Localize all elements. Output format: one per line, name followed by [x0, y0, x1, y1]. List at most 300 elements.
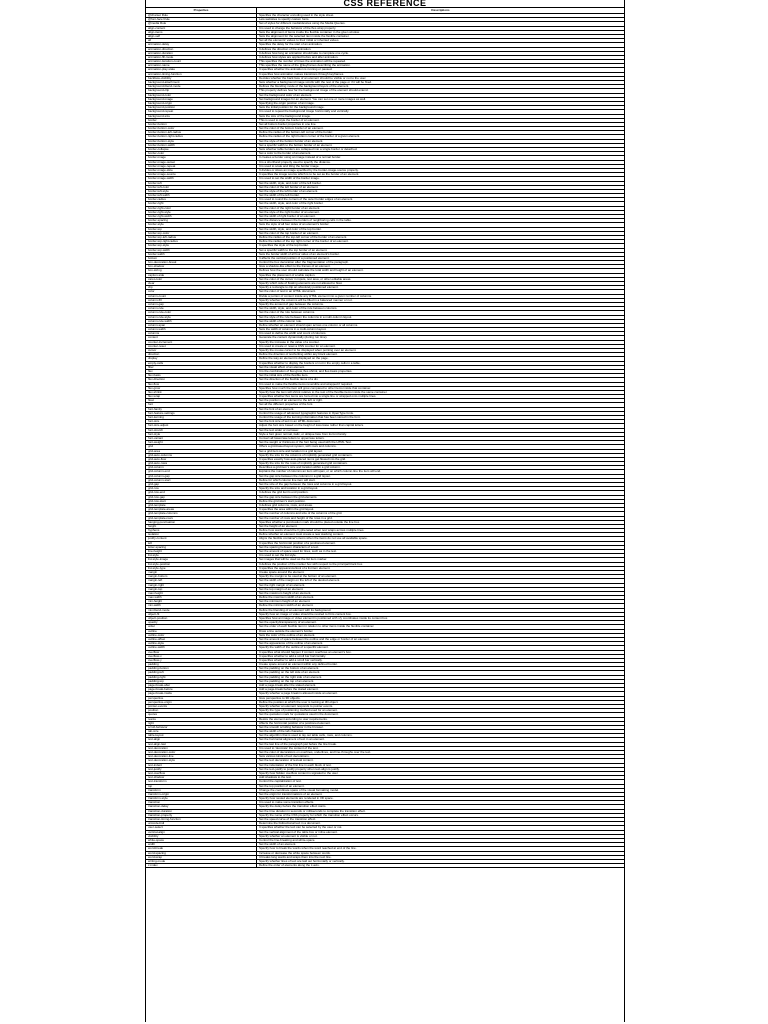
property-description: Set the number of columns and size of the columns of the grid.: [257, 512, 625, 516]
property-description: Set a color to the border of an element.: [257, 152, 625, 156]
property-description: It specifies whether flex items are forced into a single line or wrapped onto multiple lines.: [257, 395, 625, 399]
property-name: white-space: [146, 838, 257, 842]
property-description: Define the position at which the user is looking at 3D object.: [257, 700, 625, 704]
property-description: Specifies whether a punctuation mark should be placed outside the line box.: [257, 520, 625, 524]
property-name: text-align: [146, 738, 257, 742]
property-description: Sets the initial position for the background image.: [257, 106, 625, 110]
property-name: box-sizing: [146, 269, 257, 273]
property-name: grid-gap: [146, 483, 257, 487]
property-name: font-weight: [146, 441, 257, 445]
property-name: columns: [146, 332, 257, 336]
property-description: Aligns the flexible container's items when the items do not use all available space.: [257, 537, 625, 541]
property-name: overflow-y: [146, 658, 257, 662]
property-description: Specify how to break the words when the word reached at end of the line.: [257, 847, 625, 851]
property-description: Set the text-justify to justify property when text-align is justify.: [257, 767, 625, 771]
property-name: pointer-events: [146, 704, 257, 708]
property-description: Specify the amount of gap between the columns.: [257, 302, 625, 306]
property-description: It is used to create or reset a CSS counter for an element.: [257, 344, 625, 348]
property-description: Control the box decoration after the fragmentation of the paragraph.: [257, 261, 625, 265]
property-description: It creates a border using an image instead of a normal border.: [257, 156, 625, 160]
property-name: border-image-slice: [146, 168, 257, 172]
property-name: flex-shrink: [146, 390, 257, 394]
property-name: background-blend-mode: [146, 85, 257, 89]
property-name: box-decoration-break: [146, 261, 257, 265]
property-description: Set background images for an element. You can set one or more images as well.: [257, 97, 625, 101]
property-name: border-style: [146, 223, 257, 227]
property-name: border-top-color: [146, 231, 257, 235]
property-name: border-right-style: [146, 210, 257, 214]
property-name: border-bottom-color: [146, 127, 257, 131]
property-name: border-top-left-radius: [146, 235, 257, 239]
property-description: Increase or decrease the white space between words.: [257, 851, 625, 855]
property-name: max-height: [146, 591, 257, 595]
property-description: It is used to make the flexible items reversible and wrapped if required.: [257, 382, 625, 386]
property-name: page-break-after: [146, 684, 257, 688]
property-description: It is a shorthand property used to specify the distance.: [257, 160, 625, 164]
property-description: It defines grid columns, rows, and areas.: [257, 503, 625, 507]
property-name: padding: [146, 663, 257, 667]
property-name: column-span: [146, 323, 257, 327]
property-description: Create space around an element within any defined border.: [257, 663, 625, 667]
property-description: It affects the vertical position of a positioned element.: [257, 256, 625, 260]
property-name: flex-basis: [146, 374, 257, 378]
property-description: Define the radius of the right bottom corner of the border of a given element.: [257, 135, 625, 139]
column-header-property: Properties: [146, 8, 257, 13]
property-name: margin-top: [146, 587, 257, 591]
property-description: Set the background color of an element.: [257, 93, 625, 97]
property-description: It is used to 'decorate' the content of the text.: [257, 746, 625, 750]
property-description: Generate the content dynamically (during run time).: [257, 336, 625, 340]
property-name: outline-style: [146, 642, 257, 646]
property-description: Set the font size of text in an HTML document.: [257, 420, 625, 424]
property-name: user-select: [146, 826, 257, 830]
property-description: Set of styles for different media/devices using the Media Queries.: [257, 22, 625, 26]
property-description: Specifies the placement of a table caption.: [257, 273, 625, 277]
property-description: It is used to scale and tiling the border image.: [257, 164, 625, 168]
property-description: Set the style of the rule between the columns in a multi-column layout.: [257, 315, 625, 319]
property-name: border-width: [146, 252, 257, 256]
property-name: text-indent: [146, 763, 257, 767]
property-name: right: [146, 721, 257, 725]
property-name: object-fit: [146, 612, 257, 616]
property-description: Set images that will be used as the list item marker.: [257, 558, 625, 562]
property-description: Define the order of elements along the z-axis.: [257, 864, 625, 868]
property-name: font-size-adjust: [146, 424, 257, 428]
property-name: animation-timing-function: [146, 72, 257, 76]
property-name: grid-auto-flow: [146, 457, 257, 461]
property-name: word-break: [146, 847, 257, 851]
property-description: Set the padding on the right side of an element.: [257, 675, 625, 679]
property-name: min-width: [146, 604, 257, 608]
property-name: text-decoration-color: [146, 751, 257, 755]
property-description: Specify the increase in the value of a counter.: [257, 340, 625, 344]
property-name: overflow: [146, 650, 257, 654]
property-description: Specifies how much the item will grow compared to other items inside that container.: [257, 386, 625, 390]
property-description: Set a specific width to the top border of an element.: [257, 248, 625, 252]
property-description: Control the capitalization of text.: [257, 780, 625, 784]
property-name: grid-column-gap: [146, 474, 257, 478]
property-description: Specify whether the columns will be filled in a balanced manner or not.: [257, 298, 625, 302]
property-name: margin: [146, 570, 257, 574]
property-name: transition-timing-function: [146, 818, 257, 822]
property-description: Set the color of the bottom border of an element.: [257, 127, 625, 131]
property-description: Set the gap size between the grid elements.: [257, 495, 625, 499]
property-name: align-content: [146, 26, 257, 30]
property-description: It specifies the area within the grid layout.: [257, 508, 625, 512]
property-name: grid-auto-rows: [146, 462, 257, 466]
property-name: padding-left: [146, 671, 257, 675]
property-description: It specifies the style of the top border.: [257, 244, 625, 248]
property-description: Set the amount of space between the outline and the edge or border of an element.: [257, 637, 625, 641]
property-description: It specifies the image source which is to be set as the border of an element.: [257, 173, 625, 177]
property-name: background-size: [146, 114, 257, 118]
property-name: writing-mode: [146, 859, 257, 863]
property-description: Specify how an image or video should be resized to fit its content box.: [257, 612, 625, 616]
property-description: This is used to style the border of an element.: [257, 118, 625, 122]
property-name: padding-right: [146, 675, 257, 679]
property-description: Add a page-break after the stated element.: [257, 684, 625, 688]
property-name: perspective-origin: [146, 700, 257, 704]
property-description: Specify whether an element is visible or not.: [257, 834, 625, 838]
property-description: Set the width, style, and color of the rule between columns.: [257, 307, 625, 311]
property-description: Specify whether lines of text are laid out horizontally or vertically.: [257, 859, 625, 863]
property-description: Define the radius of the top-left corner of the border of an element.: [257, 235, 625, 239]
property-name: @charset Rule: [146, 14, 257, 18]
property-description: Defines how the user should calculate the total width and height of an element.: [257, 269, 625, 273]
property-description: Specify the size and location in a grid layout.: [257, 487, 625, 491]
property-description: Set the indentation of the first line in each block of text.: [257, 763, 625, 767]
property-name: justify-content: [146, 537, 257, 541]
property-description: Specify the width of the outline of a specific element.: [257, 646, 625, 650]
property-name: perspective: [146, 696, 257, 700]
property-description: It breaks long words and wraps them into the next line.: [257, 855, 625, 859]
property-description: Set all bottom border properties in one line.: [257, 122, 625, 126]
property-description: Sets the alignment for the selected item inside the flexible container.: [257, 34, 625, 38]
property-name: z-index: [146, 864, 257, 868]
property-name: max-width: [146, 596, 257, 600]
property-description: It defines how styles are applied before and after animation.: [257, 55, 625, 59]
property-name: grid-auto-columns: [146, 453, 257, 457]
property-name: transform: [146, 788, 257, 792]
property-name: font-size: [146, 420, 257, 424]
property-description: It is used to make some transition effects.: [257, 801, 625, 805]
property-name: transform-origin: [146, 792, 257, 796]
property-name: list-style-position: [146, 562, 257, 566]
property-description: It is used to define the width and count of columns.: [257, 332, 625, 336]
property-description: Set the color of the top border of an element.: [257, 231, 625, 235]
property-description: Set the maximum height of an element.: [257, 591, 625, 595]
property-description: It specifies the appearance/look of a list item element.: [257, 566, 625, 570]
property-name: text-decoration-line: [146, 755, 257, 759]
property-name: position: [146, 709, 257, 713]
property-name: grid-column-start: [146, 478, 257, 482]
property-name: grid-area: [146, 449, 257, 453]
property-description: Add a page-break before the stated element.: [257, 688, 625, 692]
property-description: Sets the alignment of items inside the flexible container in the given window.: [257, 30, 625, 34]
property-name: quotes: [146, 713, 257, 717]
property-description: Set all the different properties of the font.: [257, 403, 625, 407]
property-description: Define how words should be hyphenated when text wraps across multiple lines.: [257, 529, 625, 533]
property-description: Set the quotation mark for quotations used in the document.: [257, 713, 625, 717]
property-name: border-right-color: [146, 206, 257, 210]
property-name: background-color: [146, 93, 257, 97]
property-description: Set the last line of the paragraph just before the line break.: [257, 742, 625, 746]
property-description: Lets websites to specify custom fonts.: [257, 18, 625, 22]
property-description: Determine the bidirectional text in a document.: [257, 822, 625, 826]
property-description: It specifies how animation makes transitions through keyframes.: [257, 72, 625, 76]
property-name: outline-color: [146, 633, 257, 637]
property-description: Set the width of the column rule.: [257, 319, 625, 323]
property-description: Define the radius of the bottom-left corner of the border.: [257, 131, 625, 135]
property-name: overflow-x: [146, 654, 257, 658]
property-name: column-rule: [146, 307, 257, 311]
property-description: Set the padding on the left side of an element.: [257, 671, 625, 675]
property-name: border: [146, 118, 257, 122]
property-name: border-image-width: [146, 177, 257, 181]
property-description: Set the style of the right border of an element.: [257, 210, 625, 214]
property-description: Set the color of the right border of an element.: [257, 206, 625, 210]
property-name: border-image-repeat: [146, 164, 257, 168]
table-row: [146, 864, 624, 868]
property-description: Set the padding on the bottom of an element.: [257, 667, 625, 671]
property-name: border-left-width: [146, 194, 257, 198]
property-description: Set the gap size between the columns in a grid layout.: [257, 474, 625, 478]
property-name: border-spacing: [146, 219, 257, 223]
property-name: height: [146, 524, 257, 528]
property-name: border-image: [146, 156, 257, 160]
property-description: It specifies exactly how auto-placed items get flowed into the grid.: [257, 457, 625, 461]
property-description: Specifies how an image or video element is positioned with x/y coordinates inside its content box.: [257, 617, 625, 621]
property-name: background-attachment: [146, 81, 257, 85]
property-description: Offers a grid-based layout system, with rows and columns.: [257, 445, 625, 449]
property-name: display: [146, 357, 257, 361]
property-name: list-style: [146, 554, 257, 558]
property-name: content: [146, 336, 257, 340]
property-description: Specify the delay before the transition effect starts.: [257, 805, 625, 809]
property-description: Set the order of each flexible item in relation to other items inside the flexible container.: [257, 625, 625, 629]
property-description: This specifies the number of times the animation will be repeated.: [257, 60, 625, 64]
property-description: Control the line-breaking and white-space.: [257, 838, 625, 842]
property-description: Set the position of an element to the left or right.: [257, 399, 625, 403]
property-name: flex-direction: [146, 378, 257, 382]
property-name: transition: [146, 801, 257, 805]
property-description: It specifies what should happen if content overflows an element's box.: [257, 650, 625, 654]
property-description: Style a font given normal, italic, or oblique face from its font family.: [257, 432, 625, 436]
property-name: border-bottom-width: [146, 143, 257, 147]
property-name: word-wrap: [146, 855, 257, 859]
property-description: Define the maximum width of an element.: [257, 596, 625, 600]
property-description: Specify whether an element responds to pointer events.: [257, 704, 625, 708]
property-description: Affects the horizontal position of a positioned element.: [257, 721, 625, 725]
property-description: Set the smooth scrolling behavior in the browser.: [257, 725, 625, 729]
property-name: hyphens: [146, 529, 257, 533]
property-description: It defines the direction of the animation.: [257, 47, 625, 51]
property-description: It specifies whether to display the borders or not in the empty cells in a table.: [257, 361, 625, 365]
property-description: Sets the width of columns in a multi-column layout.: [257, 328, 625, 332]
property-name: opacity: [146, 621, 257, 625]
property-description: Set the top margin of an element.: [257, 587, 625, 591]
property-description: Set the speed curve of the transition effect.: [257, 818, 625, 822]
property-description: Defines the blending mode of the background layers of the element.: [257, 85, 625, 89]
property-name: border-left: [146, 181, 257, 185]
property-description: Decides whether the back face of an element should be visible or not to the user.: [257, 76, 625, 80]
property-description: It is used to repeat the background image horizontally and vertically.: [257, 110, 625, 114]
property-name: backface-visibility: [146, 76, 257, 80]
property-name: float: [146, 399, 257, 403]
property-name: margin-left: [146, 579, 257, 583]
property-description: Set the horizontal alignment of text in an element.: [257, 738, 625, 742]
reference-table: [146, 14, 624, 868]
property-description: Sets various kinds of text decorations.: [257, 755, 625, 759]
property-description: Set the text decoration of textual content.: [257, 759, 625, 763]
property-description: It divides or slices an image specified by the border-image-source property.: [257, 168, 625, 172]
property-description: Set the minimum height of an element.: [257, 600, 625, 604]
property-name: mix-blend-mode: [146, 608, 257, 612]
property-name: grid-row-end: [146, 491, 257, 495]
property-name: border-image-outset: [146, 160, 257, 164]
property-name: bottom: [146, 256, 257, 260]
property-description: Define whether an element must create a new stacking content.: [257, 533, 625, 537]
property-description: Draw a line outside the element's border.: [257, 629, 625, 633]
property-description: It is used to change the behavior of the flex-wrap property.: [257, 26, 625, 30]
property-description: Specify the mouse cursor to be displayed when pointing over an element.: [257, 349, 625, 353]
property-name: transition-delay: [146, 805, 257, 809]
property-name: grid-row-start: [146, 499, 257, 503]
property-description: Specify the name of the CSS property for which the transition effect occurs.: [257, 813, 625, 817]
property-name: letter-spacing: [146, 545, 257, 549]
property-name: resize: [146, 717, 257, 721]
property-name: grid-column-end: [146, 470, 257, 474]
property-name: animation-direction: [146, 47, 257, 51]
property-name: border-top-right-radius: [146, 240, 257, 244]
property-name: border-image-source: [146, 173, 257, 177]
property-description: Set a specific width to the bottom border of an element.: [257, 143, 625, 147]
property-description: Set the direction of the flexible items of a div.: [257, 378, 625, 382]
property-description: Set the style of the left border of an element.: [257, 189, 625, 193]
property-description: Set the width of the left border.: [257, 194, 625, 198]
property-name: clip: [146, 286, 257, 290]
property-description: Convert all lowercase letters to uppercase letters.: [257, 436, 625, 440]
property-description: Sets whether a background image scrolls with the rest of the page or if it will be fixed.: [257, 81, 625, 85]
property-name: font: [146, 403, 257, 407]
property-description: Specify how nested elements are rendered in 3D space.: [257, 797, 625, 801]
property-name: flex-flow: [146, 382, 257, 386]
property-description: Set the right margin of an element.: [257, 583, 625, 587]
property-description: Specify how the item will shrink relative to the rest of the flexible items inside the same container.: [257, 390, 625, 394]
property-name: grid-template-columns: [146, 512, 257, 516]
property-description: Sets the border width of all four sides of an element's border.: [257, 252, 625, 256]
property-description: Set the size of the gap between the rows and columns in a grid layout.: [257, 483, 625, 487]
property-description: Specify how hidden overflow content is signaled to the user.: [257, 771, 625, 775]
property-name: text-decoration: [146, 746, 257, 750]
property-name: unicode-bidi: [146, 822, 257, 826]
property-description: Explains the number of columns an item will span, or on which column-line the item will end.: [257, 470, 625, 474]
property-name: hanging-punctuation: [146, 520, 257, 524]
property-name: all: [146, 39, 257, 43]
property-description: Define the blending of an element with its background.: [257, 608, 625, 612]
property-description: Set the width, style, and color of the right border.: [257, 202, 625, 206]
column-header-description: Descriptions: [431, 8, 450, 12]
property-description: Set the width of the margin on the left of the desired element.: [257, 579, 625, 583]
property-name: margin-bottom: [146, 575, 257, 579]
property-description: Set the top position of an element.: [257, 784, 625, 788]
property-name: background-image: [146, 97, 257, 101]
property-name: text-decoration-style: [146, 759, 257, 763]
property-description: Set the width, style, and color of the top border.: [257, 227, 625, 231]
property-name: outline-offset: [146, 637, 257, 641]
property-description: Set the color of decorations on overlines, underlines, and line-throughs over the text.: [257, 751, 625, 755]
reference-sheet: [145, 0, 625, 1022]
property-name: table-layout: [146, 734, 257, 738]
property-name: padding-top: [146, 679, 257, 683]
property-name: counter-reset: [146, 344, 257, 348]
property-description: It defines how long an animation should take to complete one cycle.: [257, 51, 625, 55]
property-description: Define the minimum width of an element.: [257, 604, 625, 608]
property-name: direction: [146, 353, 257, 357]
property-name: tab-size: [146, 730, 257, 734]
property-description: Set the text wider or narrower.: [257, 428, 625, 432]
property-name: list-style-type: [146, 566, 257, 570]
property-description: Sets the style of all four sides of an element's border.: [257, 223, 625, 227]
property-name: text-overflow: [146, 771, 257, 775]
property-description: Set the color of the rule between columns.: [257, 311, 625, 315]
property-name: border-radius: [146, 198, 257, 202]
property-name: text-transform: [146, 780, 257, 784]
property-name: line-height: [146, 550, 257, 554]
property-name: grid-column: [146, 466, 257, 470]
property-name: vertical-align: [146, 830, 257, 834]
property-description: It specifies the horizontal position of a positioned element.: [257, 541, 625, 545]
property-description: Specify which side of floating elements are not allowed to float.: [257, 282, 625, 286]
property-name: transition-property: [146, 813, 257, 817]
property-name: scroll-behavior: [146, 725, 257, 729]
property-name: top: [146, 784, 257, 788]
property-name: column-rule-width: [146, 319, 257, 323]
property-name: page-break-inside: [146, 692, 257, 696]
property-description: Set the opacity/transparency of an element.: [257, 621, 625, 625]
property-description: It defines the grid item's end position.: [257, 491, 625, 495]
property-name: text-shadow: [146, 776, 257, 780]
property-description: Set the padding on the top of an element.: [257, 679, 625, 683]
property-name: outline-width: [146, 646, 257, 650]
property-name: animation-name: [146, 64, 257, 68]
property-name: clear: [146, 282, 257, 286]
property-description: Define the radius of the top right corner of the border of an element.: [257, 240, 625, 244]
property-name: border-bottom-left-radius: [146, 131, 257, 135]
property-description: Set the style of the bottom border of an element.: [257, 139, 625, 143]
property-name: font-kerning: [146, 416, 257, 420]
property-name: caption-side: [146, 273, 257, 277]
property-description: Set all the elements' values to their initial or inherited values.: [257, 39, 625, 43]
property-name: flex-grow: [146, 386, 257, 390]
property-description: Change the coordinate space of the visual formatting model.: [257, 788, 625, 792]
property-name: color: [146, 290, 257, 294]
property-name: column-rule-style: [146, 315, 257, 319]
property-name: font-family: [146, 407, 257, 411]
property-name: font-stretch: [146, 428, 257, 432]
property-name: font-style: [146, 432, 257, 436]
property-description: It defines the position of the marker box with respect to the principal block box.: [257, 562, 625, 566]
property-name: align-items: [146, 30, 257, 34]
property-description: It is used to set the width of the border image.: [257, 177, 625, 181]
property-name: border-color: [146, 152, 257, 156]
property-description: Resize the element according to user requirements.: [257, 717, 625, 721]
property-description: Set the width of an element.: [257, 843, 625, 847]
property-name: grid-row: [146, 487, 257, 491]
property-name: column-width: [146, 328, 257, 332]
property-description: Set the time duration in seconds or milliseconds to complete the transition effect.: [257, 809, 625, 813]
property-name: left: [146, 541, 257, 545]
